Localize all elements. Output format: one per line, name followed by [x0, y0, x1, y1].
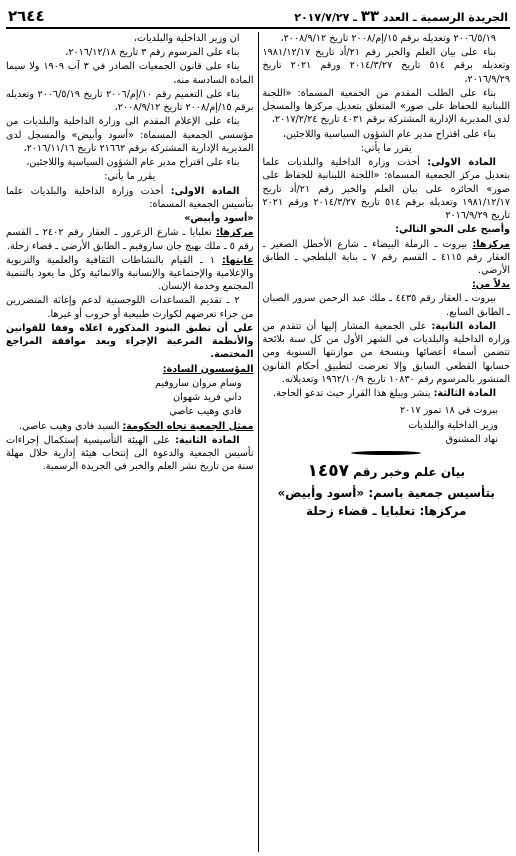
statement-title-text: بيان علم وخبر رقم: [353, 465, 466, 480]
left-column: [6, 32, 254, 852]
article-label: المادة الثانية:: [175, 434, 240, 446]
statement-hq: مركزها: تعلبايا ـ قضاء زحلة: [306, 503, 467, 518]
goals: [6, 254, 254, 294]
association-name: «أسود وأبيض»: [184, 213, 254, 225]
article-1: [263, 156, 511, 222]
representative: [6, 420, 254, 433]
paragraph: ٢٠٠٦/٥/١٩ وتعديله برقم ١٥/إم/٢٠٠٨ تاريخ ٢٠٠٨/٩/١٢،: [280, 33, 496, 44]
page-number: ٢٦٤٤: [8, 6, 45, 25]
paragraph: بناء على الإعلام المقدم الى وزارة الداخلية والبلديات من مؤسسي الجمعية المسماة: «أسود وأبيض» والمسجل لدى المديرية الإدارية المشتركة برقم ٢١٦٦٢ تاريخ ٢٠١٦/١١/١٦،: [6, 116, 254, 154]
header-rule: [6, 27, 510, 29]
article-text: على الهيئة التأسيسية إستكمال إجراءات تأسيس الجمعية والدعوة الى إنتخاب هيئة إدارية خلال مهلة سنة من تاريخ نشر العلم والخبر في الجريدة الرسمية.: [6, 434, 254, 473]
paragraph: بناء على اقتراح مدير عام الشؤون السياسية واللاجئين،: [282, 128, 496, 140]
goals-label: غايتها:: [222, 254, 254, 266]
hq-text: تعلبايا ـ شارع الزعرور ـ العقار رقم ٢٤٠٢ ـ القسم رقم ٥ ـ ملك بهيج جان ساروفيم ـ الطابق الأرضي ـ قضاء زحلة.: [6, 227, 254, 252]
article-label: المادة الثانية:: [431, 320, 496, 332]
goals-item-2: ٢ ـ تقديم المساعدات اللوجستية لدعم وإغاثة المتضررين من جراء تعرضهم لكوارث طبيعية أو حروب أو غيرها.: [6, 295, 254, 320]
article-2: [6, 434, 254, 474]
article-text: أخذت وزارة الداخلية والبلديات علما بتعديل مركز الجمعية المسماة: «اللجنة اللبنانية للحفاظ على صور» الحائزة على بيان العلم والخبر رقم ٢١/أد تاريخ ١٩٨١/١٢/١٧ وتعديله برقم ٥١٤ تاريخ ٢٠١٤/٣/٢٧ ورقم ٢٠٢١ تاريخ ٢٠١٦/٩/٢٩: [262, 157, 510, 222]
hq: [6, 226, 254, 252]
article-3: [263, 387, 511, 400]
article-2: [263, 320, 511, 386]
article-label: المادة الثالثة:: [433, 388, 496, 400]
article-text: على الجمعية المشار إليها أن تتقدم من وزارة الداخلية والبلديات في الشهر الأول من كل سنة بلائحة تتضمن أسماء أعضائها وبنسخة من موازنتها السنوية ومن حسابها القطعي السابق وإلا تعرضت لتطبيق أحكام القانون المنشور بالمرسوم رقم ١٠٨٣٠ تاريخ ١٩٦٢/١٠/٩ وتعديلاته.: [262, 320, 510, 385]
right-column: [263, 32, 511, 852]
founder: فادي وهيب عاصي: [169, 406, 242, 418]
paragraph: بناء على بيان العلم والخبر رقم ٢١/أد تاريخ ١٩٨١/١٢/١٧ وتعديله برقم ٥١٤ تاريخ ٢٠١٤/٣/٢٧ ورقم ٢٠٢١ تاريخ ٢٠١٦/٩/٢٩،: [262, 47, 510, 85]
gazette-name: الجريدة الرسمية ـ العدد: [382, 10, 508, 24]
hq-label: مركزها:: [472, 238, 510, 250]
hq-label: مركزها:: [215, 227, 254, 239]
founders-heading: المؤسسون السادة:: [162, 363, 254, 375]
minister-name: نهاد المشنوق: [445, 433, 498, 445]
article-text: ينشر ويبلغ هذا القرار حيث تدعو الحاجة.: [273, 388, 431, 400]
representative-text: السيد فادي وهيب عاصي.: [19, 420, 120, 432]
paragraph: بناء على التعميم رقم ١٠/إم/٢٠٠٦ تاريخ ٢٠٠٦/٥/١٩ وتعديله برقم ١٥/إم/٢٠٠٨ تاريخ ٢٠٠٨/٩/١٢،: [6, 88, 254, 114]
paragraph: ان وزير الداخلية والبلديات،: [133, 33, 240, 44]
section-divider: [263, 451, 511, 455]
two-columns: [6, 32, 510, 852]
became-heading: وأصبح على النحو التالي:: [395, 224, 510, 236]
issue-date: ـ ٢٠١٧/٧/٢٧: [294, 10, 357, 24]
old-hq: بيروت ـ العقار رقم ٤٤٣٥ ـ ملك عبد الرحمن سرور الصبان ـ الطابق السابع.: [262, 293, 510, 318]
article-1: [6, 185, 254, 211]
hq-text: بيروت ـ الرملة البيضاء ـ شارع الأخطل الصغير ـ العقار رقم ٤١١٥ ـ القسم رقم ٧ ـ بناية البلطجي ـ الطابق الأرضي.: [262, 238, 510, 276]
instead-heading: بدلاً من:: [471, 279, 510, 291]
decision-heading: يقرر ما يأتي:: [360, 142, 412, 154]
new-hq: [263, 238, 511, 278]
issue-number: ٣٣: [360, 6, 380, 25]
statement-number: ١٤٥٧: [307, 461, 349, 482]
statement-subtitle: بتأسيس جمعية باسم: «أسود وأبيض»: [277, 485, 495, 500]
paragraph: بناء على المرسوم رقم ٣ تاريخ ٢٠١٦/١٢/١٨،: [65, 47, 240, 59]
column-divider: [258, 32, 259, 852]
paragraph: بناء على اقتراح مدير عام الشؤون السياسية واللاجئين،: [26, 157, 240, 169]
gazette-header-title: [294, 6, 508, 27]
page-header: [6, 6, 510, 26]
place-date: بيروت في ١٨ تموز ٢٠١٧: [399, 405, 498, 417]
paragraph: بناء على قانون الجمعيات الصادر في ٣ آب ١٩٠٩ ولا سيما المادة السادسة منه،: [6, 61, 254, 86]
paragraph: بناء على الطلب المقدم من الجمعية المسماة: «اللجنة اللبنانية للحفاظ على صور» المتعلق بتعديل مركزها والمسجل لدى المديرية الإدارية المشتركة برقم ٤٠٣١ تاريخ ٢٠١٧/٢/٢٤،: [262, 87, 510, 126]
article-label: المادة الاولى:: [170, 185, 240, 197]
bold-note: على أن تطبق البنود المذكورة اعلاه وفقا للقوانين والأنظمة المرعية الإجراء وبعد موافقة المراجع المختصة.: [6, 322, 254, 361]
statement-title: [263, 460, 511, 484]
article-label: المادة الاولى:: [427, 157, 496, 169]
founder: داني فريد شهوان: [173, 392, 242, 404]
representative-label: ممثل الجمعية تجاه الحكومة:: [122, 420, 254, 432]
founder: وسام مروان ساروفيم: [154, 377, 242, 389]
goals-item-1: ١ ـ القيام بالنشاطات الثقافية والعلمية والتربوية والإعلامية والإجتماعية والإنسانية والانمائية وكل ما يعود بالتنمية المجتمع وخدمة الإنسان.: [6, 254, 254, 293]
decision-heading: يقرر ما يأتي:: [104, 171, 156, 183]
article-text: أخذت وزارة الداخلية والبلديات علما بتأسيس الجمعية المسماة:: [6, 185, 254, 210]
minister-title: وزير الداخلية والبلديات: [408, 419, 498, 431]
